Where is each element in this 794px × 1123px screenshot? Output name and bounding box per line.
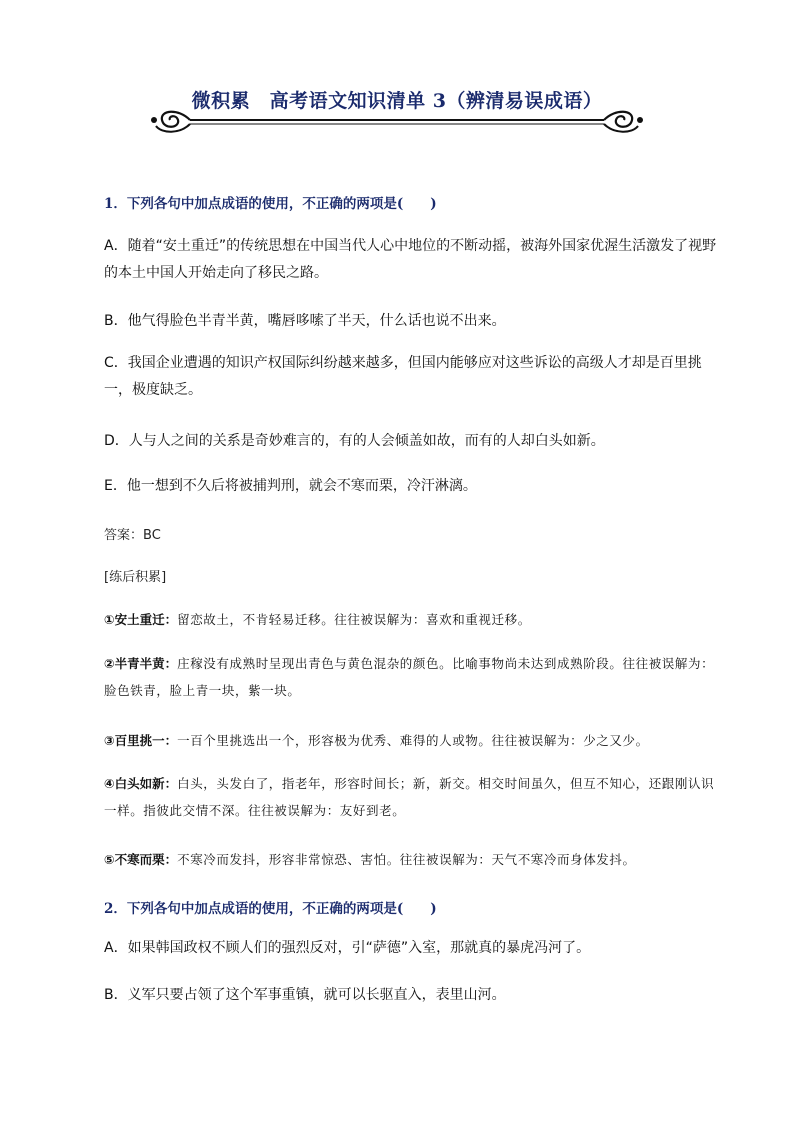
q1-option-a: A．随着“安土重迁”的传统思想在中国当代人心中地位的不断动摇，被海外国家优渥生活激发了视野的本土中国人开始走向了移民之路。 — [104, 238, 717, 281]
practice-section-label: [练后积累] — [104, 570, 167, 585]
note-item-2 — [104, 650, 720, 704]
note-term: ④白头如新： — [104, 776, 178, 791]
note-term: ⑤不寒而栗： — [104, 852, 178, 867]
q1-answer: 答案：BC — [104, 528, 161, 543]
note-item-3 — [104, 727, 720, 754]
q2-option-a: A．如果韩国政权不顾人们的强烈反对，引“萨德”入室，那就真的暴虎冯河了。 — [104, 940, 591, 956]
q1-option-c: C．我国企业遭遇的知识产权国际纠纷越来越多，但国内能够应对这些诉讼的高级人才却是百里挑一，极度缺乏。 — [104, 355, 702, 398]
note-explanation: 留恋故土，不肯轻易迁移。往往被误解为：喜欢和重视迁移。 — [177, 612, 531, 627]
note-term: ②半青半黄： — [104, 656, 178, 671]
question-2-stem: 2．下列各句中加点成语的使用，不正确的两项是( ) — [104, 901, 437, 917]
note-item-4 — [104, 770, 720, 824]
page-title: 微积累 高考语文知识清单 3（辨清易误成语） — [191, 90, 603, 112]
note-explanation: 庄稼没有成熟时呈现出青色与黄色混杂的颜色。比喻事物尚未达到成熟阶段。往往被误解为：脸色铁青，脸上青一块，紫一块。 — [104, 656, 715, 698]
note-explanation: 一百个里挑选出一个，形容极为优秀、难得的人或物。往往被误解为：少之又少。 — [177, 733, 649, 748]
q1-option-d: D．人与人之间的关系是奇妙难言的，有的人会倾盖如故，而有的人却白头如新。 — [104, 433, 605, 449]
question-1-stem: 1．下列各句中加点成语的使用，不正确的两项是( ) — [104, 196, 437, 212]
q1-option-e: E．他一想到不久后将被捕判刑，就会不寒而栗，冷汗淋漓。 — [104, 478, 477, 494]
note-explanation: 不寒冷而发抖，形容非常惊恐、害怕。往往被误解为：天气不寒冷而身体发抖。 — [177, 852, 636, 867]
note-term: ③百里挑一： — [104, 733, 178, 748]
q2-option-b: B．义军只要占领了这个军事重镇，就可以长驱直入，表里山河。 — [104, 987, 506, 1003]
note-explanation: 白头，头发白了，指老年，形容时间长；新，新交。相交时间虽久，但互不知心，还跟刚认识一样。指彼此交情不深。往往被误解为：友好到老。 — [104, 776, 715, 818]
note-term: ①安土重迁： — [104, 612, 178, 627]
q1-option-b: B．他气得脸色半青半黄，嘴唇哆嗦了半天，什么话也说不出来。 — [104, 313, 506, 329]
note-item-1 — [104, 606, 720, 633]
title-ornament-divider — [150, 102, 644, 138]
note-item-5 — [104, 846, 720, 873]
